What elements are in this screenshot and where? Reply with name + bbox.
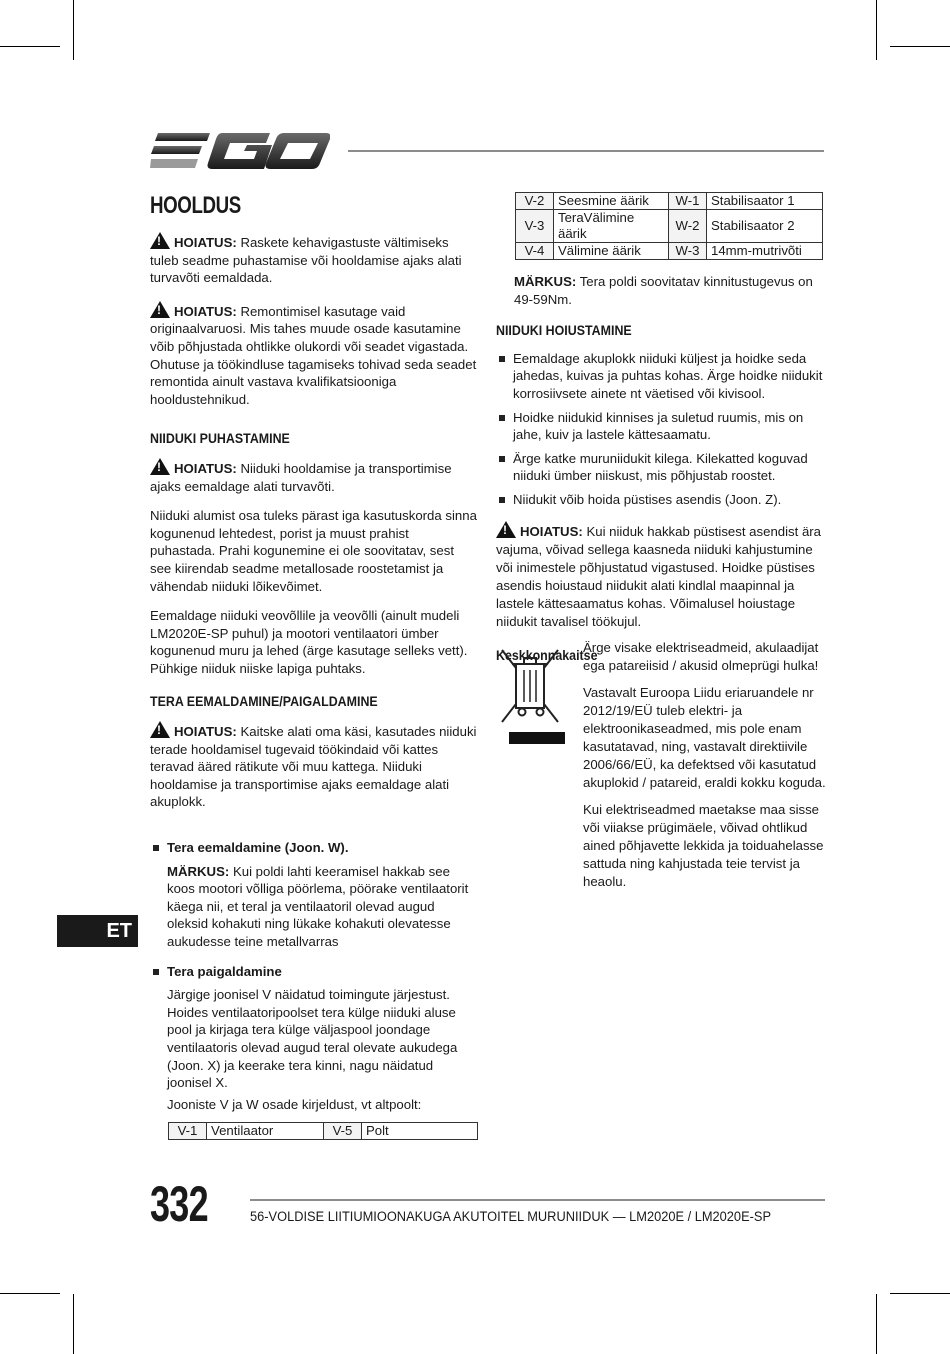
- crop-mark: [890, 46, 950, 47]
- section-heading-blade: TERA EEMALDAMINE/PAIGALDAMINE: [150, 694, 378, 710]
- crop-mark: [73, 1294, 74, 1354]
- crop-mark: [876, 0, 877, 60]
- part-label: Seesmine äärik: [554, 193, 669, 210]
- warning-paragraph: !HOIATUS: Remontimisel kasutage vaid originaalvaruosi. Mis tahes muude osade kasutamine võib põhjustada ohtlikke olukordi või seadet vigastada. Ohutuse ja töökindluse tagamiseks tohivad seda seadet remontida ainult vastava kvalifikatsiooniga hooldustehnikud.: [150, 301, 477, 409]
- list-item: Ärge katke muruniidukit kilega. Kilekatted koguvad niiduki ümber niiskust, mis põhjustab roostet.: [496, 450, 826, 485]
- part-label: Stabilisaator 2: [707, 210, 823, 243]
- warning-icon: [496, 521, 516, 538]
- warning-paragraph: !HOIATUS: Kaitske alati oma käsi, kasutades niiduki terade hooldamisel tugevaid töökindaid või kattes teravad ääred rätikute või muu kattega. Niiduki hooldamise ja transportimise ajaks eemaldage alati akuplokk.: [150, 721, 477, 811]
- part-code: V-5: [324, 1123, 362, 1140]
- part-code: V-3: [516, 210, 554, 243]
- part-label: Stabilisaator 1: [707, 193, 823, 210]
- environment-paragraph-2: Vastavalt Euroopa Liidu eriaruandele nr 2012/19/EÜ tuleb elektri- ja elektroonikaseadmed, mis pole enam kasutatavad, ning, vastavalt direktiivile 2006/66/EÜ, ka defektsed või kasutatud akuplokid / patareid, eraldi kokku koguda.: [583, 685, 826, 790]
- bullet-blade-removal: Tera eemaldamine (Joon. W).: [150, 839, 477, 857]
- language-tab: ET: [57, 915, 138, 947]
- legend-intro: Jooniste V ja W osade kirjeldust, vt altpoolt:: [167, 1096, 422, 1112]
- warning-icon: [150, 721, 170, 738]
- warning-paragraph: !HOIATUS: Niiduki hooldamise ja transportimise ajaks eemaldage alati turvavõti.: [150, 458, 477, 495]
- page-title: HOOLDUS: [150, 192, 241, 219]
- part-label: Välimine äärik: [554, 243, 669, 260]
- part-code: W-2: [669, 210, 707, 243]
- right-column: [496, 192, 826, 674]
- part-code: V-2: [516, 193, 554, 210]
- part-label: TeraVälimine äärik: [554, 210, 669, 243]
- warning-icon: [150, 458, 170, 475]
- header-rule: [348, 150, 824, 152]
- list-item: Hoidke niidukid kinnises ja suletud ruumis, mis on jahe, kuiv ja lastele kättesaamatu.: [496, 409, 826, 444]
- bullet-blade-install: Tera paigaldamine: [150, 963, 477, 981]
- ego-logo: [150, 131, 330, 171]
- warning-icon: [150, 301, 170, 318]
- table-row: [516, 193, 823, 210]
- environment-paragraph-1: Ärge visake elektriseadmeid, akulaadijat ega patareiisid / akusid olmeprügi hulka!: [583, 640, 819, 673]
- part-label: Polt: [362, 1123, 478, 1140]
- crossed-bin-icon: [496, 646, 574, 746]
- crop-mark: [0, 46, 60, 47]
- crop-mark: [890, 1293, 950, 1294]
- part-code: W-1: [669, 193, 707, 210]
- cleaning-paragraph-2: Eemaldage niiduki veovõllile ja veovõlli (ainult mudeli LM2020E-SP puhul) ja mootori ventilaatori ümber kogunenud muru ja lehed (ärge kasutage selleks vett). Pühkige niiduk niiske lapiga puhtaks.: [150, 608, 468, 676]
- page-number: 332: [150, 1176, 208, 1232]
- footer-title: 56-VOLDISE LIITIUMIOONAKUGA AKUTOITEL MURUNIIDUK — LM2020E / LM2020E-SP: [250, 1209, 772, 1224]
- left-column: [150, 192, 477, 1140]
- crop-mark: [73, 0, 74, 60]
- environment-paragraph-3: Kui elektriseadmed maetakse maa sisse või viiakse prügimäele, võivad ohtlikud ained põhjavette lekkida ja toiduahelasse sattuda ning kahjustada teie tervist ja heaolu.: [583, 802, 824, 889]
- section-heading-cleaning: NIIDUKI PUHASTAMINE: [150, 431, 290, 447]
- list-item: Eemaldage akuplokk niiduki küljest ja hoidke seda jahedas, kuivas ja puhtas kohas. Ärge hoidke niidukit korrosiivsete ainete nt väetised või kivisool.: [496, 350, 826, 403]
- crop-mark: [876, 1294, 877, 1354]
- crop-mark: [0, 1293, 60, 1294]
- warning-paragraph: !HOIATUS: Kui niiduk hakkab püstisest asendist ära vajuma, võivad sellega kaasneda niiduki kahjustumine või inimestele põhjustatud vigastused. Hoidke püstises asendis hoiustaud niidukit alati kindlal maapinnal ja lastele kättesaamatus kohas. Võimalusel hoiustage niidukit tavalisel töökujul.: [496, 521, 826, 631]
- warning-paragraph: !HOIATUS: Raskete kehavigastuste vältimiseks tuleb seadme puhastamise või hooldamise ajaks alati turvavõti eemaldada.: [150, 232, 477, 287]
- cleaning-paragraph-1: Niiduki alumist osa tuleks pärast iga kasutuskorda sinna kogunenud lehtedest, porist ja muust prahist puhastada. Prahi kogunemine ei ole soovitatav, sest see kiirendab seadme metallosade roostetamist ja vähendab niiduki lõikevõimet.: [150, 508, 477, 594]
- parts-table-left: [168, 1122, 478, 1140]
- part-code: V-4: [516, 243, 554, 260]
- list-item: Niidukit võib hoida püstises asendis (Joon. Z).: [496, 491, 826, 509]
- part-label: 14mm-mutrivõti: [707, 243, 823, 260]
- environment-text: [583, 639, 828, 900]
- part-label: Ventilaator: [207, 1123, 324, 1140]
- torque-note: MÄRKUS: Tera poldi soovitatav kinnitustugevus on 49-59Nm.: [514, 274, 813, 307]
- parts-table-right: [515, 192, 823, 260]
- part-code: V-1: [169, 1123, 207, 1140]
- section-heading-storage: NIIDUKI HOIUSTAMINE: [496, 323, 632, 339]
- install-text: Järgige joonisel V näidatud toimingute järjestust. Hoides ventilaatoripoolset tera külge niiduki aluse pool ja kirjaga tera külge väljaspool joondage ventilaatoris olevad augud teral olevate aukudega (Joon. X) ja keerake tera kinni, nagu näidatud joonisel X.: [167, 987, 458, 1091]
- section-heading-environment: Keskkonnakaitse: [496, 647, 598, 663]
- footer-rule: [250, 1199, 825, 1201]
- part-code: W-3: [669, 243, 707, 260]
- warning-icon: [150, 232, 170, 249]
- table-row: [169, 1123, 478, 1140]
- removal-note: MÄRKUS: Kui poldi lahti keeramisel hakkab see koos mootori võlliga pöörlema, pöörake ventilaatorit käega nii, et teral ja ventilaatoril olevad augud oleksid kohakuti ning lükake kohakuti olevatesse aukudesse teine metallvarras: [167, 863, 469, 949]
- table-row: [516, 243, 823, 260]
- table-row: [516, 210, 823, 243]
